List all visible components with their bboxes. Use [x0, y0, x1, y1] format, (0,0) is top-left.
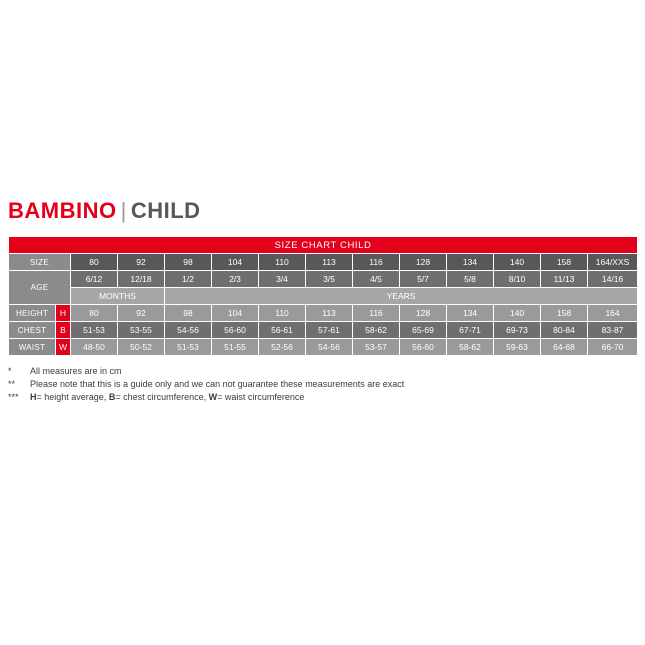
cell-height-0: 80	[71, 305, 118, 322]
badge-height: H	[56, 305, 71, 322]
cell-size-4: 110	[259, 254, 306, 271]
cell-chest-2: 54-56	[165, 322, 212, 339]
cell-chest-4: 56-61	[259, 322, 306, 339]
cell-waist-3: 51-55	[212, 339, 259, 356]
cell-age-8: 5/8	[447, 271, 494, 288]
cell-height-1: 92	[118, 305, 165, 322]
cell-chest-8: 67-71	[447, 322, 494, 339]
footnote-1	[8, 365, 637, 378]
cell-height-3: 104	[212, 305, 259, 322]
chart-title: SIZE CHART CHILD	[9, 237, 638, 254]
cell-size-6: 116	[353, 254, 400, 271]
cell-age-2: 1/2	[165, 271, 212, 288]
cell-age-9: 8/10	[494, 271, 541, 288]
cell-age-group-years: YEARS	[165, 288, 638, 305]
cell-chest-7: 65-69	[400, 322, 447, 339]
cell-waist-8: 58-62	[447, 339, 494, 356]
cell-chest-1: 53-55	[118, 322, 165, 339]
cell-chest-11: 83-87	[588, 322, 638, 339]
page-title	[8, 200, 637, 222]
footnote-2-mark: **	[8, 379, 16, 390]
row-label-chest: CHEST	[9, 322, 56, 339]
footnote-1-text: All measures are in cm	[30, 366, 122, 376]
cell-height-9: 140	[494, 305, 541, 322]
footnote-1-mark: *	[8, 366, 12, 376]
cell-age-group-months: MONTHS	[71, 288, 165, 305]
cell-size-8: 134	[447, 254, 494, 271]
cell-waist-2: 51-53	[165, 339, 212, 356]
cell-age-1: 12/18	[118, 271, 165, 288]
cell-height-10: 158	[541, 305, 588, 322]
cell-size-11: 164/XXS	[588, 254, 638, 271]
title-separator: |	[120, 198, 127, 223]
size-chart-table	[8, 236, 638, 356]
cell-waist-0: 48-50	[71, 339, 118, 356]
cell-chest-6: 58-62	[353, 322, 400, 339]
row-label-size: SIZE	[9, 254, 71, 271]
cell-age-11: 14/16	[588, 271, 638, 288]
footnote-2-text: Please note that this is a guide only and we can not guarantee these measurements are exact	[30, 379, 405, 390]
cell-size-5: 113	[306, 254, 353, 271]
footnotes	[8, 365, 637, 404]
cell-age-6: 4/5	[353, 271, 400, 288]
badge-chest: B	[56, 322, 71, 339]
cell-waist-9: 59-63	[494, 339, 541, 356]
title-category: CHILD	[130, 198, 201, 223]
cell-chest-10: 80-84	[541, 322, 588, 339]
cell-waist-6: 53-57	[353, 339, 400, 356]
content-wrapper	[8, 200, 637, 404]
cell-waist-11: 66-70	[588, 339, 638, 356]
table-row-height	[9, 305, 638, 322]
row-label-height: HEIGHT	[9, 305, 56, 322]
table-row-age	[9, 271, 638, 288]
footnote-2	[8, 378, 637, 391]
cell-age-5: 3/5	[306, 271, 353, 288]
table-row-size	[9, 254, 638, 271]
cell-size-10: 158	[541, 254, 588, 271]
cell-height-5: 113	[306, 305, 353, 322]
cell-age-10: 11/13	[541, 271, 588, 288]
footnote-3-mark: ***	[8, 392, 19, 403]
brand-name: BAMBINO	[8, 198, 117, 223]
cell-height-6: 116	[353, 305, 400, 322]
cell-size-0: 80	[71, 254, 118, 271]
cell-size-9: 140	[494, 254, 541, 271]
table-title-row	[9, 237, 638, 254]
cell-height-8: 134	[447, 305, 494, 322]
cell-waist-10: 64-68	[541, 339, 588, 356]
table-row-waist	[9, 339, 638, 356]
row-label-waist: WAIST	[9, 339, 56, 356]
cell-height-11: 164	[588, 305, 638, 322]
cell-waist-4: 52-56	[259, 339, 306, 356]
cell-age-3: 2/3	[212, 271, 259, 288]
cell-chest-5: 57-61	[306, 322, 353, 339]
cell-chest-0: 51-53	[71, 322, 118, 339]
cell-age-7: 5/7	[400, 271, 447, 288]
badge-waist: W	[56, 339, 71, 356]
cell-height-7: 128	[400, 305, 447, 322]
row-label-age: AGE	[9, 271, 71, 305]
table-row-age-groups	[9, 288, 638, 305]
cell-age-0: 6/12	[71, 271, 118, 288]
cell-chest-9: 69-73	[494, 322, 541, 339]
cell-waist-7: 56-60	[400, 339, 447, 356]
cell-height-4: 110	[259, 305, 306, 322]
cell-size-1: 92	[118, 254, 165, 271]
cell-chest-3: 56-60	[212, 322, 259, 339]
cell-size-7: 128	[400, 254, 447, 271]
footnote-3-text: H= height average, B= chest circumference, W= waist circumference	[30, 392, 305, 403]
cell-height-2: 98	[165, 305, 212, 322]
cell-size-3: 104	[212, 254, 259, 271]
cell-waist-5: 54-56	[306, 339, 353, 356]
cell-age-4: 3/4	[259, 271, 306, 288]
cell-waist-1: 50-52	[118, 339, 165, 356]
cell-size-2: 98	[165, 254, 212, 271]
footnote-3	[8, 391, 637, 404]
table-row-chest	[9, 322, 638, 339]
